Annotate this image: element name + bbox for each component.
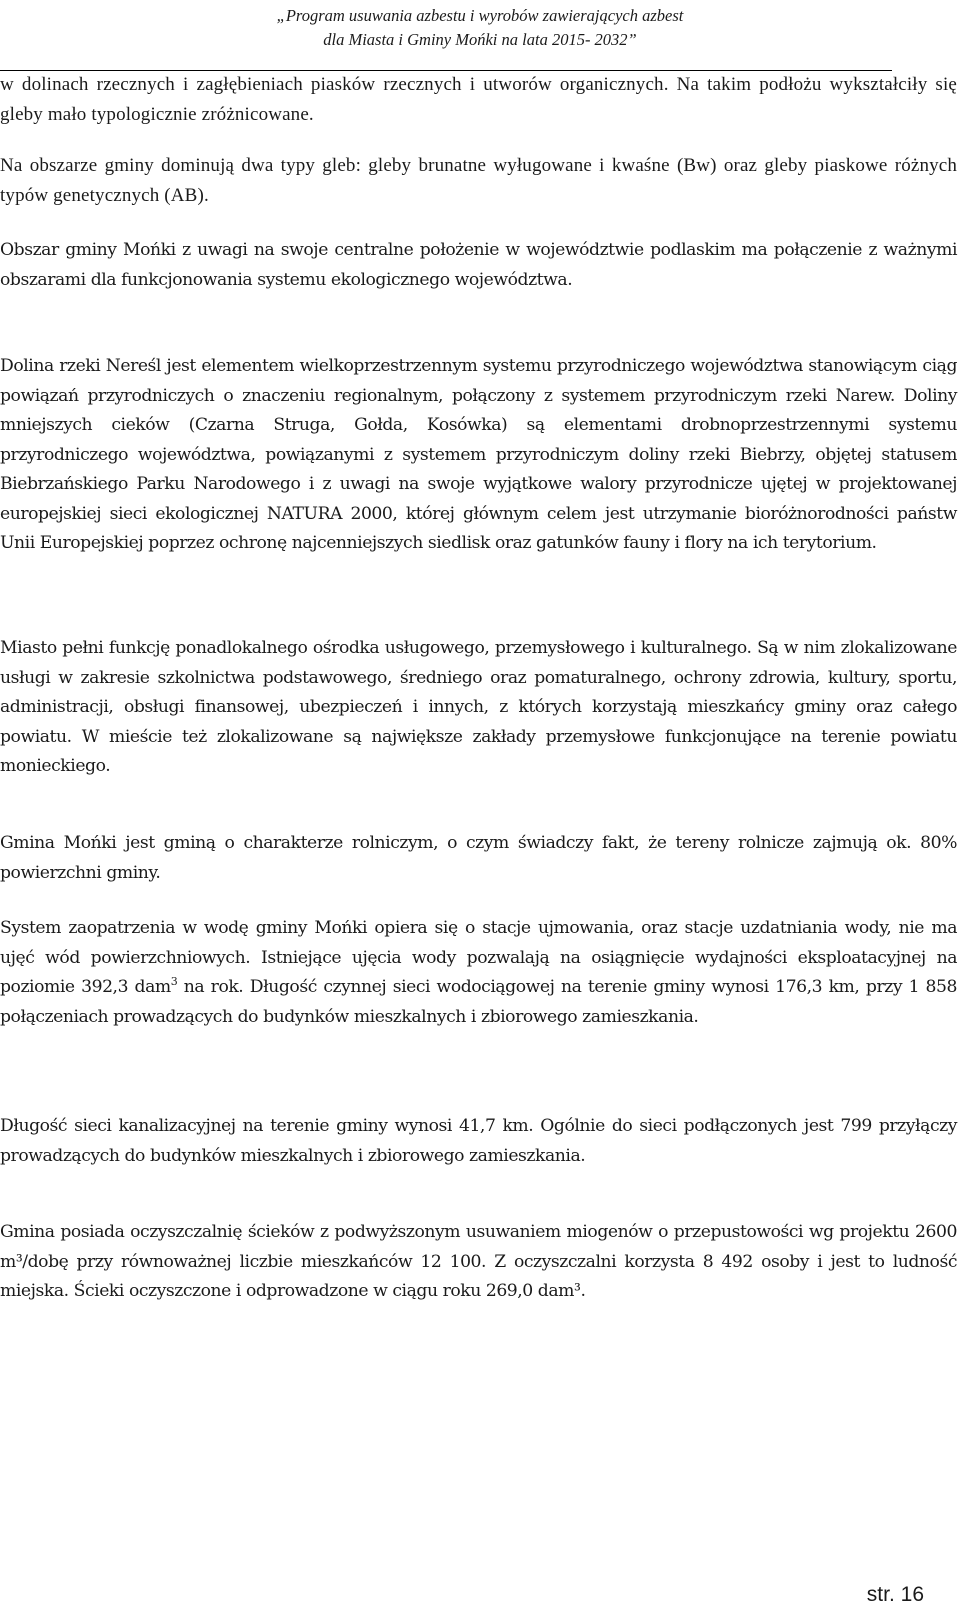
water-supply-text-end: na rok. Długość czynnej sieci wodociągowej na terenie gminy wynosi 176,3 km, przy 1 858 połączeniach prowadzących do budynków mieszkalnych i zbiorowego zamieszkania. xyxy=(0,977,957,1027)
paragraph-soil-types: Na obszarze gminy dominują dwa typy gleb: gleby brunatne wyługowane i kwaśne (Bw) oraz gleby piaskowe różnych typów genetycznych (AB). xyxy=(0,155,957,206)
paragraph-treatment-plant: Gmina posiada oczyszczalnię ścieków z podwyższonym usuwaniem miogenów o przepustowości wg projektu 2600 m³/dobę przy równoważnej liczbie mieszkańców 12 100. Z oczyszczalni korzysta 8 492 osoby i jest to ludność miejska. Ścieki oczyszczone i odprowadzone w ciągu roku 269,0 dam³. xyxy=(0,1222,957,1301)
paragraph-agriculture: Gmina Mońki jest gminą o charakterze rolniczym, o czym świadczy fakt, że tereny rolnicze zajmują ok. 80% powierzchni gminy. xyxy=(0,833,957,883)
paragraph-river-valleys: Dolina rzeki Nereśl jest elementem wielkoprzestrzennym systemu przyrodniczego województwa stanowiącym ciąg powiązań przyrodniczych o znaczeniu regionalnym, połączony z systemem przyrodniczym rzeki Narew. Doliny mniejszych cieków (Czarna Struga, Gołda, Kosówka) są elementami drobnoprzestrzennymi systemu przyrodniczego województwa, powiązanymi z systemem przyrodniczym doliny rzeki Biebrzy, objętej statusem Biebrzańskiego Parku Narodowego i z uwagi na swoje wyjątkowe walory przyrodnicze ujętej w projektowanej europejskiej sieci ekologicznej NATURA 2000, której głównym celem jest utrzymanie bioróżnorodności państw Unii Europejskiej poprzez ochronę najcenniejszych siedlisk oraz gatunków fauny i flory na ich terytorium. xyxy=(0,356,957,553)
water-supply-text-start: System zaopatrzenia w wodę gminy Mońki opiera się o stacje ujmowania, oraz stacje uzdatniania wody, nie ma ujęć wód powierzchniowych. Istniejące ujęcia wody pozwalają na osiągnięcie wydajności eksploatacyjnej na poziomie 392,3 dam xyxy=(0,918,957,997)
header-title-line-1: „Program usuwania azbestu i wyrobów zawierających azbest xyxy=(276,6,684,25)
paragraph-town-functions: Miasto pełni funkcję ponadlokalnego ośrodka usługowego, przemysłowego i kulturalnego. Są w nim zlokalizowane usługi w zakresie szkolnictwa podstawowego, średniego oraz pomaturalnego, ochrony zdrowia, kultury, sportu, administracji, obsługi finansowej, ubezpieczeń i innych, z których korzystają mieszkańcy gminy oraz całego powiatu. W mieście też zlokalizowane są największe zakłady przemysłowe funkcjonujące na terenie powiatu monieckiego. xyxy=(0,638,957,776)
paragraph-soils-valleys: w dolinach rzecznych i zagłębieniach piasków rzecznych i utworów organicznych. Na takim podłożu wykształciły się gleby mało typologicznie zróżnicowane. xyxy=(0,74,957,125)
page-number: str. 16 xyxy=(866,1583,924,1606)
paragraph-sewage-network: Długość sieci kanalizacyjnej na terenie gminy wynosi 41,7 km. Ogólnie do sieci podłączonych jest 799 przyłączy prowadzących do budynków mieszkalnych i zbiorowego zamieszkania. xyxy=(0,1116,957,1166)
document-header xyxy=(0,4,960,52)
header-title-line-2: dla Miasta i Gminy Mońki na lata 2015- 2032” xyxy=(323,30,637,49)
paragraph-water-supply xyxy=(0,914,957,1032)
paragraph-ecological-location: Obszar gminy Mońki z uwagi na swoje centralne położenie w województwie podlaskim ma połączenie z ważnymi obszarami dla funkcjonowania systemu ekologicznego województwa. xyxy=(0,240,957,290)
unit-superscript: 3 xyxy=(170,975,178,988)
